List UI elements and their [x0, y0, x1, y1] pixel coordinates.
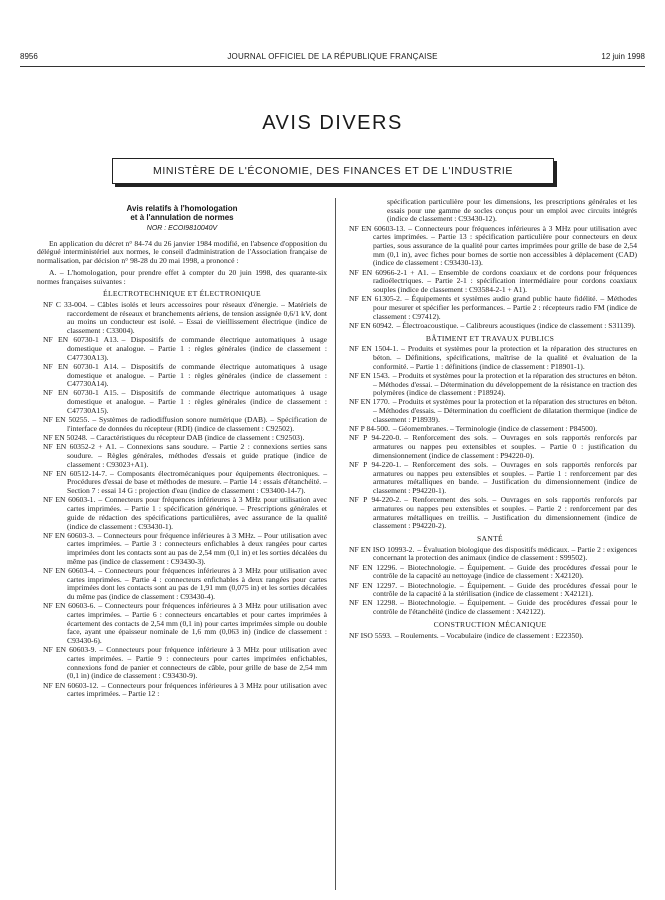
article-title-line-2: et à l'annulation de normes — [130, 213, 234, 222]
standard-description: – Systèmes de radiodiffusion sonore numérique (DAB). – Spécification de l'interface de données du récepteur (RDI) (indice de classement : C92502). — [67, 415, 328, 433]
standard-entry — [343, 582, 637, 599]
standard-code: NF EN 50248. — [43, 432, 88, 442]
standard-entry — [343, 632, 637, 641]
standard-description: – Dispositifs de commande électrique automatiques à usage domestique et analogue. – Partie 1 : règles générales (indice de classement : C47730A13). — [67, 335, 327, 362]
standard-code: NF C 33-004. — [43, 299, 88, 309]
standard-code: NF P 94-220-1. — [349, 459, 402, 469]
standard-entry — [343, 398, 637, 424]
standard-description: – Dispositifs de commande électrique automatiques à usage domestique et analogue. – Partie 1 : règles générales (indice de classement : C47730A15). — [67, 388, 327, 415]
standard-code: NF EN 60603-13. — [349, 223, 406, 233]
standard-code: NF EN 1543. — [349, 370, 390, 380]
standard-code: NF EN 1504-1. — [349, 344, 399, 354]
right-entries-sante — [343, 546, 637, 617]
section-title: AVIS DIVERS — [262, 112, 403, 134]
journal-title: JOURNAL OFFICIEL DE LA RÉPUBLIQUE FRANÇAISE — [227, 52, 438, 61]
standard-entry — [343, 225, 637, 269]
standard-description: – Renforcement des sols. – Ouvrages en sols rapportés renforcés par armatures ou nappes peu extensibles et souples. – Partie 1 : renforcement par des armatures métalliques en bande. – Justification du dimensionnement (indice de classement : P94220-1). — [373, 459, 637, 495]
standard-description: – Connecteurs pour fréquences inférieures à 3 MHz pour utilisation avec cartes imprimées. – Partie 12 : — [67, 680, 327, 699]
right-column — [343, 198, 637, 641]
right-entries-mecanique — [343, 632, 637, 641]
standard-description: – Évaluation biologique des dispositifs médicaux. – Partie 2 : exigences concernant la protection des animaux (indice de classement : S99502). — [373, 544, 637, 563]
standard-entry — [37, 567, 327, 602]
standard-description: – Produits et systèmes pour la protection et la réparation des structures en béton. – Méthodes d'essais. – Détermination du coefficient de dilatation thermique (indice de classement : P18939). — [373, 397, 638, 424]
header-rule — [20, 66, 645, 67]
standard-code: NF EN 12296. — [349, 562, 398, 572]
standard-code: NF ISO 5593. — [349, 630, 392, 640]
standard-description: – Ensemble de cordons coaxiaux et de cordons pour fréquences radioélectriques. – Partie 2-1 : spécification intermédiaire pour cordons coaxiaux souples (indice de classement : C93584-2-1 + A1). — [373, 267, 637, 295]
standard-code: NF P 94-220-0. — [349, 433, 402, 443]
standard-description: – Connecteurs pour fréquences inférieures à 3 MHz pour utilisation avec cartes imprimées. – Partie 4 : connecteurs enfichables à deux rangées pour cartes imprimées dont les contacts sont au pas de 1,91 mm (0,075 in) et les sorties décalées du même pas (indice de classement : C93430-4). — [67, 566, 327, 602]
standard-code: NF EN 60603-1. — [43, 495, 96, 505]
standard-code: NF EN 1770. — [349, 397, 390, 407]
standard-description: – Connecteurs pour fréquence inférieures à 3 MHz. – Pour utilisation avec cartes imprimées. – Partie 3 : connecteurs enfichables à deux rangées pour cartes imprimées dont les contacts sont au pas de 2,54 mm (0,1 in) et les sorties décalées du même pas (indice de classement : C93430-3). — [67, 530, 327, 566]
standard-entry — [343, 564, 637, 581]
page-header — [20, 52, 645, 66]
standard-entry — [37, 336, 327, 362]
standard-description: – Produits et systèmes pour la protection et la réparation des structures en béton. – Méthodes d'essai. – Détermination du développement de la résistance en traction des polymères (indice de classement : P18924). — [373, 370, 638, 398]
standard-code: NF EN ISO 10993-2. — [349, 544, 415, 554]
standard-entry — [343, 599, 637, 616]
standard-entry — [343, 345, 637, 371]
left-entries — [37, 301, 327, 699]
standard-description: – Biotechnologie. – Équipement. – Guide des procédures d'essai pour le contrôle de la capacité au nettoyage (indice de classement : X42120). — [373, 562, 637, 581]
standard-entry — [343, 322, 637, 331]
section-heading-mecanique: CONSTRUCTION MÉCANIQUE — [433, 619, 547, 629]
article-title — [37, 204, 327, 222]
left-column — [37, 198, 327, 700]
standard-description: – Dispositifs de commande électrique automatiques à usage domestique et analogue. – Partie 1 : règles générales (indice de classement : C47730A14). — [67, 361, 327, 389]
standard-code: NF EN 60730-1 A13. — [43, 335, 119, 345]
page-number: 8956 — [20, 52, 38, 61]
standard-description: – Renforcement des sols. – Ouvrages en sols rapportés renforcés par armatures ou nappes peu extensibles et souples. – Partie 0 : justification du dimensionnement (indice de classement : P94220-0). — [373, 433, 637, 460]
standard-entry — [343, 546, 637, 563]
standard-code: NF P 84-500. — [349, 424, 390, 434]
intro-paragraph: En application du décret n° 84-74 du 26 janvier 1984 modifié, en l'absence d'opposition du délégué interministériel aux normes, le conseil d'administration de l'Association française de normalisation, par décision n° 98-28 du 20 mai 1998, a prononcé : — [37, 238, 327, 266]
standard-description: – Connecteurs pour fréquences inférieures à 3 MHz pour utilisation avec cartes imprimées. – Partie 13 : spécification particulière pour connecteurs en deux parties, sous assurance de la qualité pour cartes imprimées pour grille de base de 2,54 mm (0,1 in), avec fiches pour bornes de sortie non accessibles à déplacement (CAD) (indice de classement : C93430-13). — [373, 223, 637, 268]
standard-description: – Renforcement des sols. – Ouvrages en sols rapportés renforcés par armatures ou nappes peu extensibles et souples. – Partie 2 : renforcement par des armatures métalliques en treillis. – Justification du dimensionnement (indice de classement : P94220-2). — [373, 495, 637, 531]
ministry-box: MINISTÈRE DE L'ÉCONOMIE, DES FINANCES ET DE L'INDUSTRIE — [112, 158, 554, 184]
standard-entry — [37, 682, 327, 699]
standard-description: – Électroacoustique. – Calibreurs acoustiques (indice de classement : S31139). — [396, 320, 636, 330]
standard-entry — [37, 646, 327, 681]
standard-code: NF EN 60603-4. — [43, 566, 96, 576]
standard-code: NF EN 60603-3. — [43, 530, 95, 540]
right-entries-batiment — [343, 345, 637, 531]
section-heading-sante: SANTÉ — [477, 534, 503, 544]
standard-code: NF EN 60730-1 A14. — [43, 361, 119, 371]
standard-description: – Produits et systèmes pour la protection et la réparation des structures en béton. – Définitions, spécifications, maîtrise de la qualité et évaluation de la conformité. – Partie 1 : définitions (indice de classement : P18901-1). — [373, 344, 637, 371]
column-divider — [335, 198, 336, 890]
standard-code: NF EN 12298. — [349, 598, 398, 608]
standard-code: NF EN 60603-9. — [43, 645, 97, 655]
standard-code: NF EN 60942. — [349, 320, 394, 330]
standard-code: NF EN 60603-6. — [43, 601, 96, 611]
standard-code: NF EN 50255. — [43, 415, 90, 425]
standard-entry — [37, 532, 327, 567]
standard-code: NF EN 61305-2. — [349, 294, 402, 304]
standard-code: NF EN 60352-2 + A1. — [43, 442, 117, 452]
standard-description: – Connecteurs pour fréquences inférieures à 3 MHz pour utilisation avec cartes imprimées. – Partie 6 : connecteurs encartables et pour cartes imprimées à écartement des contacts de 2,54 mm (0,1 in) pour cartes imprimées simple ou double face, ayant une épaisseur nominale de 1,6 mm (0,063 in) (indice de classement : C93430-6). — [67, 601, 327, 646]
standard-entry — [37, 602, 327, 646]
standard-description: – Composants électromécaniques pour équipements électroniques. – Procédures d'essai de base et méthodes de mesure. – Partie 14 : essais d'étanchéité. – Section 7 : essai 14 G : projection d'eau (indice de classement : C93400-14-7). — [67, 468, 327, 496]
standard-code: NF P 94-220-2. — [349, 495, 402, 505]
standard-description: – Géomembranes. – Terminologie (indice de classement : P84500). — [392, 424, 598, 434]
standard-entry — [37, 389, 327, 415]
standard-entry — [343, 295, 637, 321]
standard-description: – Biotechnologie. – Équipement. – Guide des procédures d'essai pour le contrôle de l'étanchéité (indice de classement : X42122). — [373, 598, 637, 617]
standard-entry — [37, 470, 327, 496]
standard-description: – Connecteurs pour fréquences inférieures à 3 MHz pour utilisation avec cartes imprimées. – Partie 1 : spécification générique. – Prescriptions générales et guide de rédaction des spécifications particulières, avec assurance de la qualité (indice de classement : C93430-1). — [67, 495, 327, 531]
standard-description: – Roulements. – Vocabulaire (indice de classement : E22350). — [394, 630, 584, 640]
nor-reference: NOR : ECOI9810040V — [146, 225, 218, 232]
standard-entry — [37, 496, 327, 531]
right-entries-electro — [343, 225, 637, 331]
standard-description: – Connecteurs pour fréquence inférieure à 3 MHz pour utilisation avec cartes imprimées. – Partie 9 : connecteurs pour cartes imprimées enfichables, connexions fond de panier et connecteurs de câble, pour grille de base de 2,54 mm (0,1 in) (indice de classement : C93430-9). — [67, 645, 328, 681]
standard-entry — [343, 496, 637, 531]
issue-date: 12 juin 1998 — [601, 52, 645, 61]
paragraph-a: A. – L'homologation, pour prendre effet à compter du 20 juin 1998, des quarante-six normes françaises suivantes : — [37, 267, 327, 286]
continuation-entry — [343, 198, 637, 224]
article-title-line-1: Avis relatifs à l'homologation — [126, 204, 238, 213]
standard-code: NF EN 60966-2-1 + A1. — [349, 267, 429, 277]
standard-description: – Caractéristiques du récepteur DAB (indice de classement : C92503). — [90, 432, 305, 442]
continuation-text: spécification particulière pour les dimensions, les prescriptions générales et les essais pour une gamme de socles conçus pour un emploi avec circuits intégrés (indice de classement : C93430-12). — [387, 197, 637, 224]
standard-entry — [37, 416, 327, 433]
standard-code: NF EN 60603-12. — [43, 680, 99, 690]
standard-code: NF EN 60512-14-7. — [43, 468, 108, 478]
standard-entry — [37, 363, 327, 389]
standard-description: – Connexions sans soudure. – Partie 2 : connexions serties sans soudure. – Règles générales, méthodes d'essais et guide pratique (indice de classement : C93023+A1). — [67, 442, 328, 469]
standard-entry — [343, 461, 637, 496]
standard-entry — [343, 269, 637, 295]
standard-code: NF EN 12297. — [349, 580, 398, 590]
standard-description: – Équipements et systèmes audio grand public haute fidélité. – Méthodes pour mesurer et spécifier les performances. – Partie 2 : récepteurs radio FM (indice de classement : C97412). — [373, 294, 637, 321]
standard-description: – Câbles isolés et leurs accessoires pour réseaux d'énergie. – Matériels de raccordement de réseaux et branchements aériens, de tension assignée 0,6/1 kV, dont au moins un conducteur est isolé. – Essai de vieillissement électrique (indice de classement : C33004). — [67, 299, 327, 336]
standard-entry — [37, 443, 327, 469]
standard-code: NF EN 60730-1 A15. — [43, 388, 119, 398]
standard-entry — [343, 434, 637, 460]
section-heading-electro: ÉLECTROTECHNIQUE ET ÉLECTRONIQUE — [103, 289, 261, 299]
standard-entry — [343, 372, 637, 398]
standard-description: – Biotechnologie. – Équipement. – Guide des procédures d'essai pour le contrôle de la capacité à la stérilisation (indice de classement : X42121). — [373, 580, 637, 599]
standard-entry — [37, 301, 327, 336]
section-heading-batiment: BÂTIMENT ET TRAVAUX PUBLICS — [425, 333, 555, 343]
